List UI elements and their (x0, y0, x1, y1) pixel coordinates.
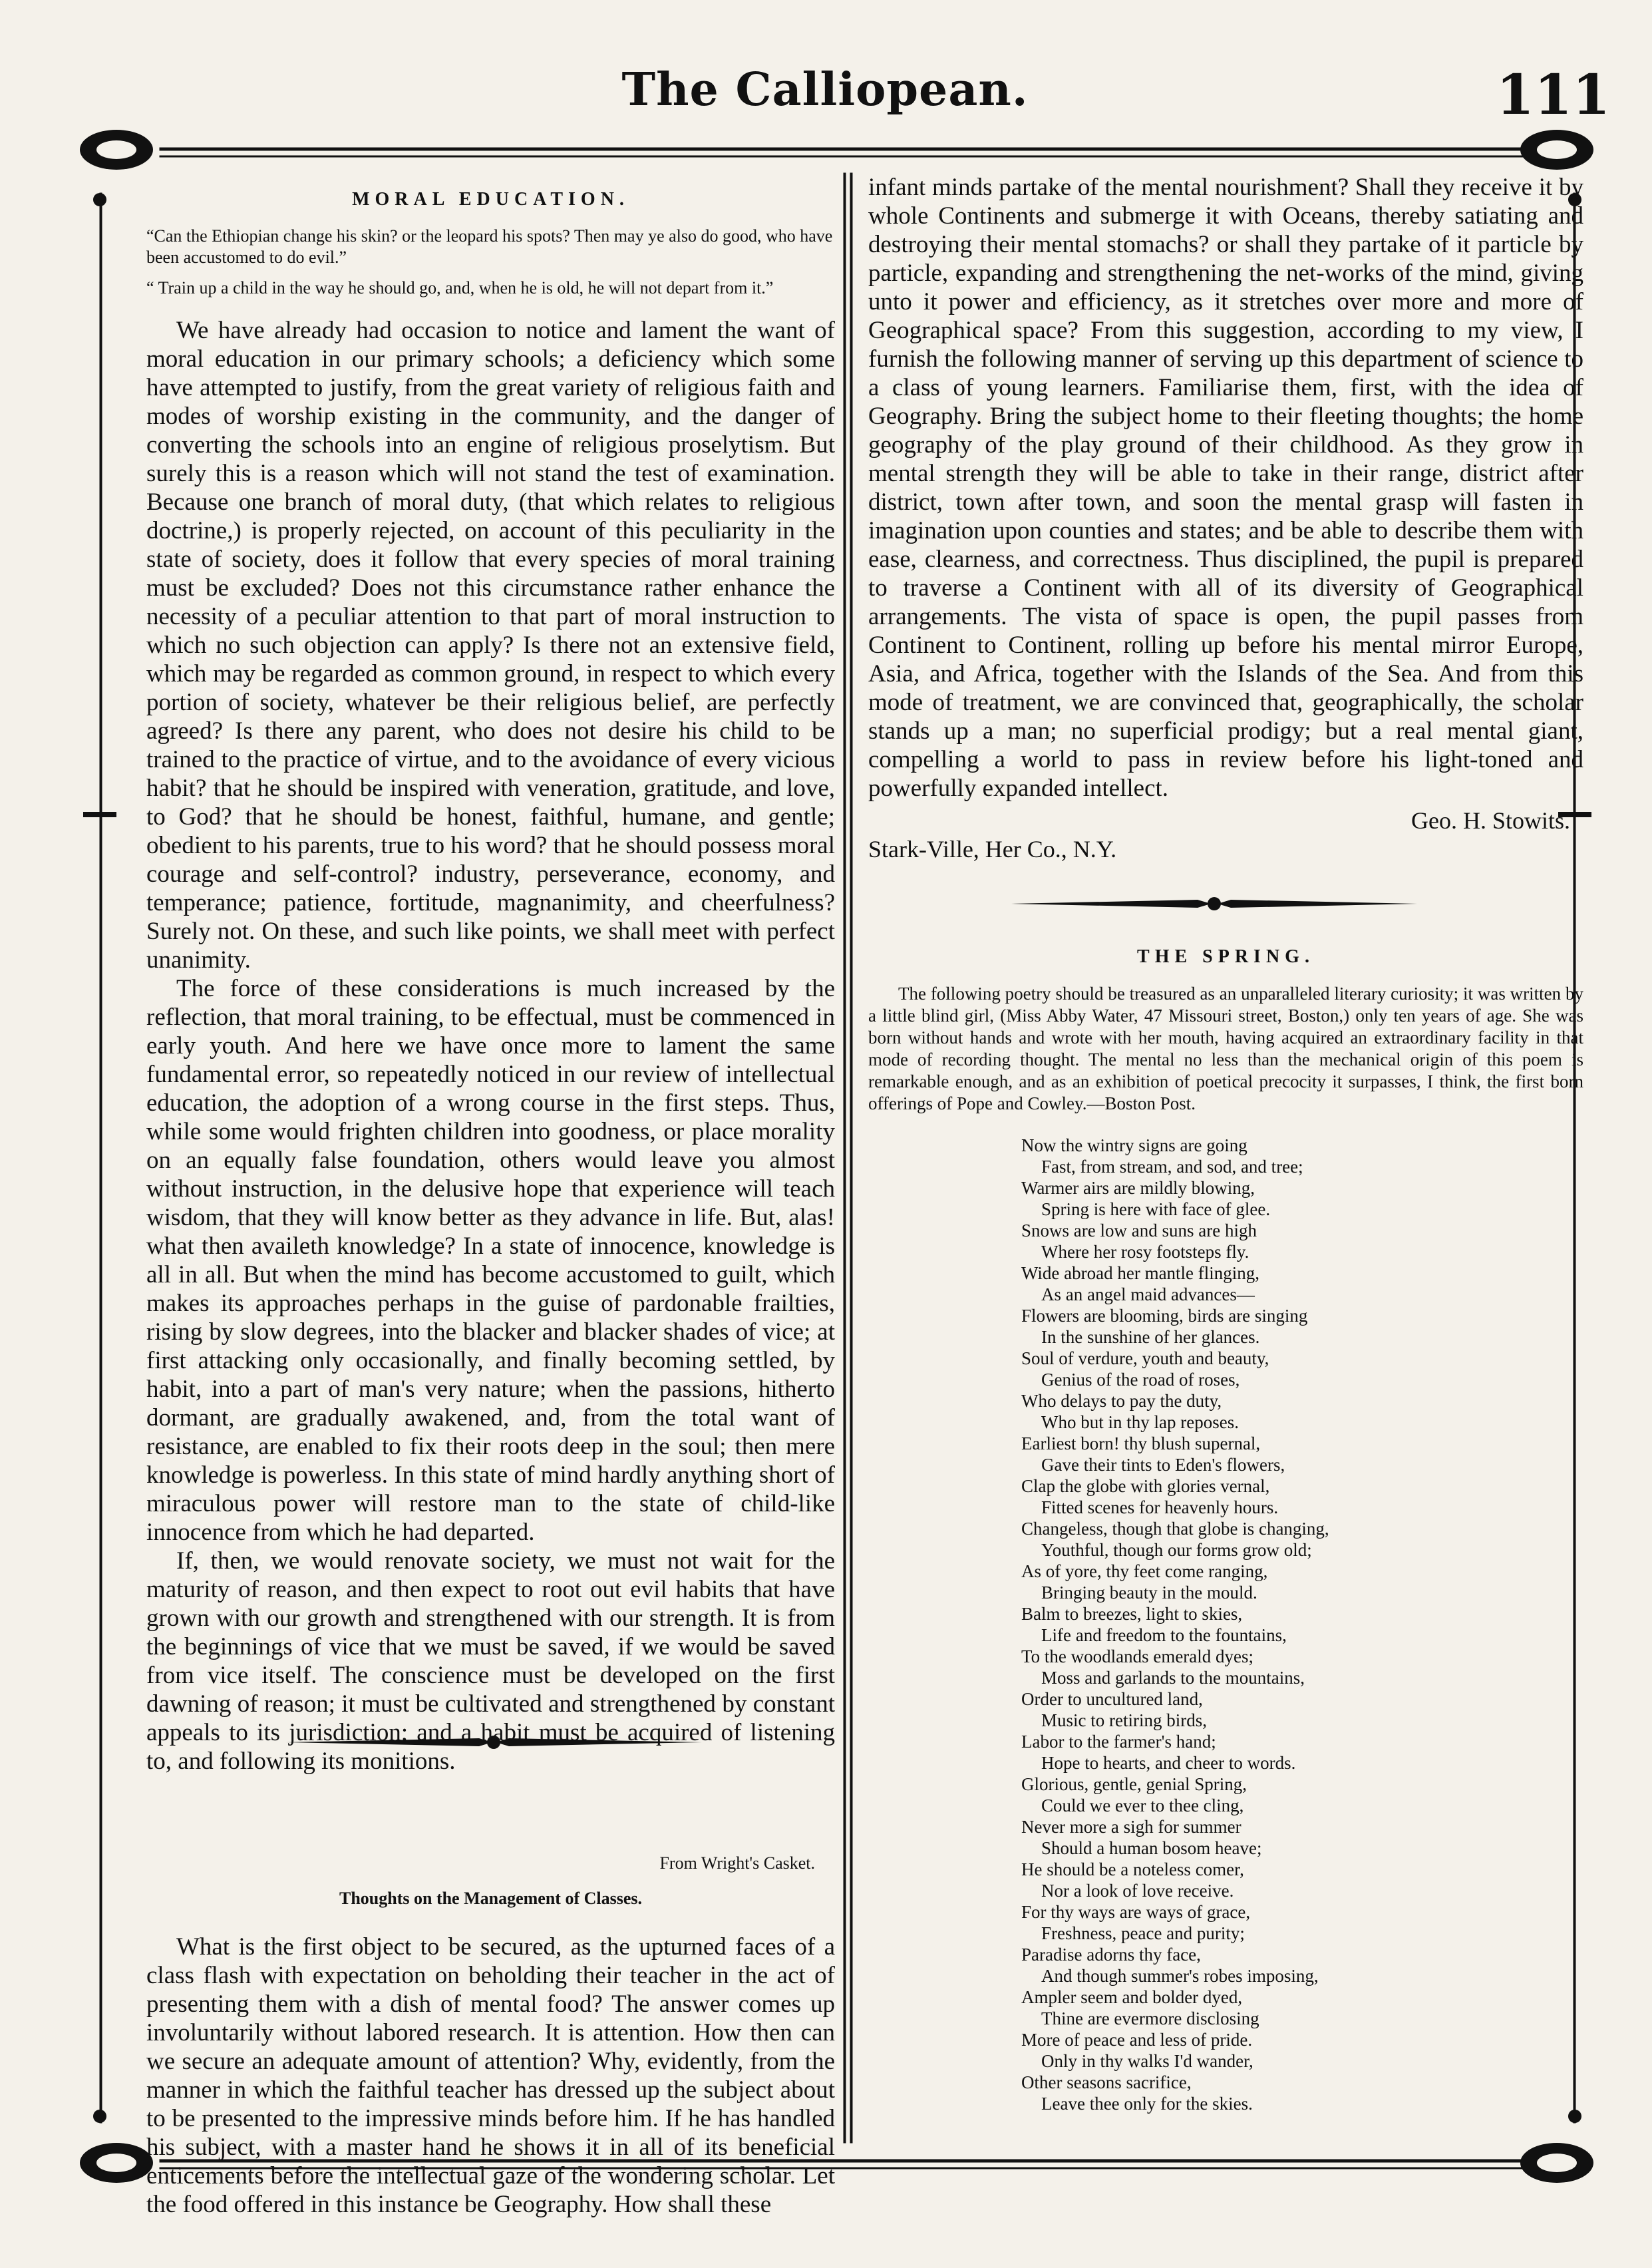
poem-line: Ampler seem and bolder dyed, (1021, 1987, 1243, 2007)
author-signature: Geo. H. Stowits. (1410, 807, 1570, 834)
poem-line: Fast, from stream, and sod, and tree; (1041, 1157, 1303, 1177)
poem-line: Who but in thy lap reposes. (1041, 1412, 1239, 1432)
spring-poem (1021, 1135, 1583, 2114)
poem-line: Where her rosy footsteps fly. (1041, 1242, 1249, 1262)
thoughts-heading: Thoughts on the Management of Classes. (339, 1889, 643, 1908)
epigraph-2: “ Train up a child in the way he should go, and, when he is old, he will not depart from it.” (146, 278, 774, 297)
left-column (146, 173, 835, 2219)
moral-paragraph-2: The force of these considerations is much increased by the reflection, that moral training, to be effectual, must be commenced in early youth. And here we have once more to lament the same fundamental error, so repeatedly noticed in our review of intellectual education, the adoption of a wrong course in the first steps. Thus, while some would frighten children into goodness, or place morality on an equally false foundation, others would leave you almost without instruction, in the delusive hope that experience will teach wisdom, that they will know better as they advance in life. But, alas! what then availeth knowledge? In a state of innocence, knowledge is all in all. But when the mind has become accustomed to guilt, which makes its approaches perhaps in the guise of pardonable frailties, rising by slow degrees, into the blacker and blacker shades of vice; at first attacking only occasionally, and finally becoming settled, by habit, into a part of man's very nature; when the passions, hitherto dormant, are gradually awakened, and, from the total want of resistance, are enabled to fix their roots deep in the soul; then mere knowledge is powerless. In this state of mind hardly anything short of miraculous power will restore man to the state of child-like innocence from which he had departed. (146, 975, 835, 1546)
poem-line: Now the wintry signs are going (1021, 1135, 1247, 1155)
poem-line: Nor a look of love receive. (1041, 1881, 1234, 1901)
poem-line: Flowers are blooming, birds are singing (1021, 1306, 1308, 1326)
poem-line: He should be a noteless comer, (1021, 1859, 1244, 1879)
poem-line: Glorious, gentle, genial Spring, (1021, 1774, 1247, 1794)
section-divider (868, 864, 1583, 930)
source-credit: From Wright's Casket. (659, 1853, 815, 1873)
poem-line: Fitted scenes for heavenly hours. (1041, 1497, 1279, 1517)
poem-line: For thy ways are ways of grace, (1021, 1902, 1251, 1922)
author-place: Stark-Ville, Her Co., N.Y. (868, 836, 1117, 862)
poem-line: Thine are evermore disclosing (1041, 2008, 1259, 2028)
poem-line: As of yore, thy feet come ranging, (1021, 1561, 1268, 1581)
moral-paragraph-3: If, then, we would renovate society, we must not wait for the maturity of reason, and then expect to root out evil habits that have grown with our growth and strengthened with our strength. It is from the beginnings of vice that we must be saved, if we would be saved from vice itself. The conscience must be developed on the first dawning of reason; it must be cultivated and strengthened by constant appeals to its jurisdiction; and a habit must be acquired of listening to, and following its monitions. (146, 1547, 835, 1775)
poem-line: More of peace and less of pride. (1021, 2030, 1253, 2050)
poem-line: Spring is here with face of glee. (1041, 1199, 1271, 1219)
poem-line: Soul of verdure, youth and beauty, (1021, 1348, 1269, 1368)
poem-line: Order to uncultured land, (1021, 1689, 1203, 1709)
moral-paragraph-1: We have already had occasion to notice and lament the want of moral education in our primary schools; a deficiency which some have attempted to justify, from the great variety of religious faith and modes of worship existing in the community, and the danger of converting the schools into an engine of religious proselytism. But surely this is a reason which will not stand the test of examination. Because one branch of moral duty, (that which relates to religious doctrine,) is properly rejected, on account of this peculiarity in the state of society, does it follow that every species of moral training must be excluded? Does not this circumstance rather enhance the necessity of a peculiar attention to that part of moral instruction to which no such objection can apply? Is there not an extensive field, which may be regarded as common ground, in respect to which every portion of society, whatever be their religious belief, are perfectly agreed? Is there any parent, who does not desire his child to be trained to the practice of virtue, and to the avoidance of every vicious habit? that he should be inspired with veneration, gratitude, and love, to God? that he should be honest, faithful, humane, and gentle; obedient to his parents, true to his word? that he should possess moral courage and self-control? industry, perseverance, economy, and temperance; patience, fortitude, magnanimity, and cheerfulness? Surely not. On these, and such like points, we shall meet with perfect unanimity. (146, 317, 835, 974)
poem-line: As an angel maid advances— (1041, 1284, 1255, 1304)
spring-intro: The following poetry should be treasured as an unparalleled literary curiosity; it was written by a little blind girl, (Miss Abby Water, 47 Missouri street, Boston,) only ten years of age. She was born without hands and wrote with her mouth, having acquired an extraordinary facility in that mode of recording thought. The mental no less than the mechanical origin of this poem is remarkable enough, and as an exhibition of poetical precocity it surpasses, I think, the first born offerings of Pope and Cowley.—Boston Post. (868, 984, 1583, 1113)
thoughts-paragraph: What is the first object to be secured, as the upturned faces of a class flash with expectation on beholding their teacher in the act of presenting them with a dish of mental food? The answer comes up involuntarily without labored research. It is attention. How then can we secure an adequate amount of attention? Why, evidently, from the manner in which the faithful teacher has dressed up the subject about to be presented to the impressive minds before him. If he has handled his subject, with a master hand he shows it in all of its beneficial enticements before the intellectual gaze of the wondering scholar. Let the food offered in this instance be Geography. How shall these (146, 1933, 835, 2218)
poem-line: And though summer's robes imposing, (1041, 1966, 1319, 1986)
poem-line: Wide abroad her mantle flinging, (1021, 1263, 1260, 1283)
poem-line: Bringing beauty in the mould. (1041, 1583, 1257, 1603)
poem-line: Warmer airs are mildly blowing, (1021, 1178, 1255, 1198)
poem-line: Balm to breezes, light to skies, (1021, 1604, 1243, 1624)
poem-line: Genius of the road of roses, (1041, 1370, 1240, 1390)
poem-line: Paradise adorns thy face, (1021, 1945, 1201, 1965)
poem-line: Music to retiring birds, (1041, 1710, 1207, 1730)
poem-line: Changeless, though that globe is changing, (1021, 1519, 1329, 1539)
page-number: 111 (1496, 63, 1610, 127)
poem-line: Hope to hearts, and cheer to words. (1041, 1753, 1296, 1773)
poem-line: Never more a sigh for summer (1021, 1817, 1241, 1837)
poem-line: In the sunshine of her glances. (1041, 1327, 1260, 1347)
poem-line: Labor to the farmer's hand; (1021, 1732, 1216, 1752)
section-divider (146, 1776, 835, 1835)
poem-line: To the woodlands emerald dyes; (1021, 1646, 1254, 1666)
poem-line: Moss and garlands to the mountains, (1041, 1668, 1305, 1688)
poem-line: Snows are low and suns are high (1021, 1221, 1257, 1240)
epigraph-1: “Can the Ethiopian change his skin? or the leopard his spots? Then may ye also do good, who have been accustomed to do evil.” (146, 226, 833, 267)
continuation-paragraph: infant minds partake of the mental nourishment? Shall they receive it by whole Continents and submerge it with Oceans, thereby satiating and destroying their mental stomachs? or shall they partake of it particle by particle, expanding and strengthening the net-works of the mind, giving unto it power and efficiency, as it stretches over more and more of Geographical space? From this suggestion, according to my view, I furnish the following manner of serving up this department of science to a class of young learners. Familiarise them, first, with the idea of Geography. Bring the subject home to their fleeting thoughts; the home geography of the play ground of their childhood. As they grow in mental strength they will be able to take in their range, district after district, town after town, and soon the mental grasp will fasten in imagination upon counties and states; and be able to describe them with ease, clearness, and correctness. Thus disciplined, the pupil is prepared to traverse a Continent with all of its diversity of Geographical arrangements. The vista of space is open, the pupil passes from Continent to Continent, rolling up before his mental mirror Europe, Asia, and Africa, together with the Islands of the Sea. And from this mode of treatment, we are convinced that, geographically, the scholar stands up a man; no superficial prodigy; but a real mental giant, compelling a world to pass in review before his light-toned and powerfully expanded intellect. (868, 174, 1583, 802)
newspaper-title: The Calliopean. (621, 63, 1029, 116)
right-column (868, 173, 1583, 2114)
poem-line: Could we ever to thee cling, (1041, 1796, 1244, 1815)
poem-line: Freshness, peace and purity; (1041, 1923, 1245, 1943)
poem-line: Other seasons sacrifice, (1021, 2072, 1192, 2092)
moral-education-heading: MORAL EDUCATION. (352, 189, 629, 210)
poem-line: Who delays to pay the duty, (1021, 1391, 1222, 1411)
poem-line: Should a human bosom heave; (1041, 1838, 1262, 1858)
poem-line: Earliest born! thy blush supernal, (1021, 1433, 1261, 1453)
poem-line: Only in thy walks I'd wander, (1041, 2051, 1253, 2071)
poem-line: Youthful, though our forms grow old; (1041, 1540, 1312, 1560)
poem-line: Leave thee only for the skies. (1041, 2094, 1253, 2114)
poem-line: Gave their tints to Eden's flowers, (1041, 1455, 1285, 1475)
spring-heading: THE SPRING. (1137, 946, 1315, 967)
poem-line: Clap the globe with glories vernal, (1021, 1476, 1270, 1496)
poem-line: Life and freedom to the fountains, (1041, 1625, 1287, 1645)
